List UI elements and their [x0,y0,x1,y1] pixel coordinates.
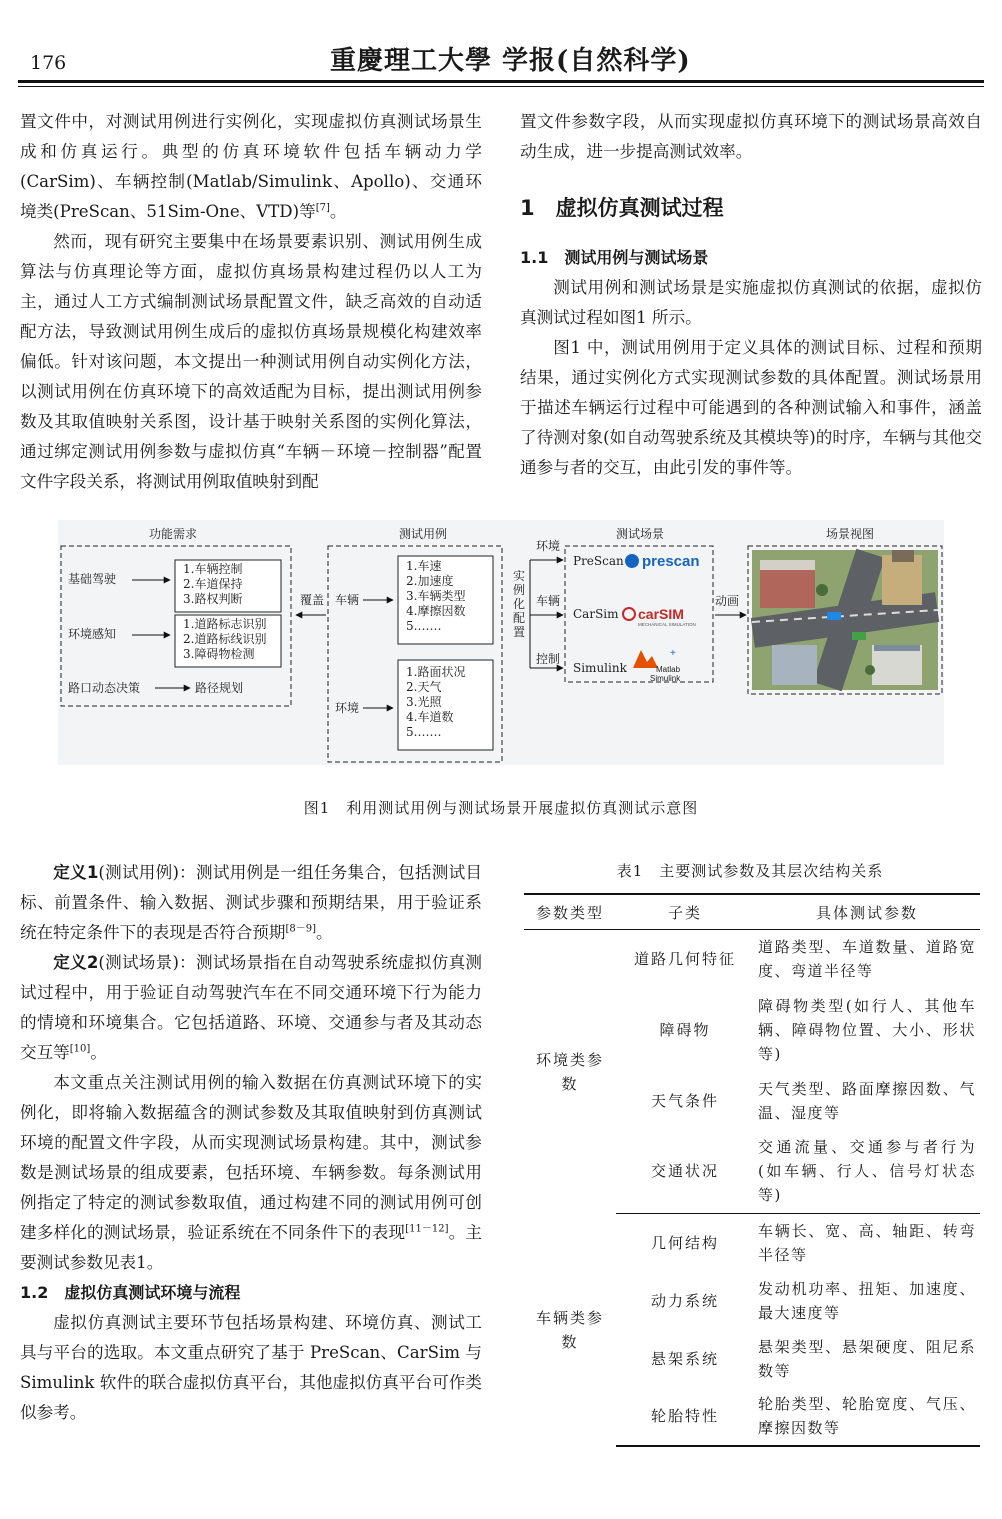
table-group-env: 环境类参数 [535,1050,604,1093]
carsim-logo-subtext: MECHANICAL SIMULATION [638,622,696,627]
right-column-top [520,107,982,483]
table-cell: 天气类型、路面摩擦因数、气温、湿度等 [758,1079,976,1122]
case-item: 1.车速 [406,559,442,573]
table-cell: 道路几何特征 [633,949,736,968]
group-title-test-cases: 测试用例 [398,527,448,541]
definition-1: 定义1(测试用例)：测试用例是一组任务集合，包括测试目标、前置条件、输入数据、测试步骤和预期结果，用于验证系统在特定条件下的表现是否符合预期[8－9]。 [20,863,482,942]
table-cell: 交通状况 [616,1130,754,1214]
left-column-top [20,107,482,497]
section-heading: 1 虚拟仿真测试过程 [520,196,724,220]
paragraph: 虚拟仿真测试主要环节包括场景构建、环境仿真、测试工具与平台的选取。本文重点研究了基于 PreScan、CarSim 与 Simulink 软件的联合虚拟仿真平台，其他虚拟仿真平台可作类似参考。 [20,1313,482,1422]
figure-diagram [58,520,944,765]
simulink-logo-text: Simulink [650,674,681,683]
table-header: 子类 [616,894,754,930]
case-item: 5.…… [406,619,442,633]
case-item: 3.光照 [406,695,442,709]
table-cell: 道路类型、车道数量、道路宽度、弯道半径等 [758,937,976,980]
tool-carsim: CarSim [573,607,619,621]
page-number: 176 [30,52,67,74]
branch-vehicle: 车辆 [536,594,561,608]
table-header: 参数类型 [524,894,616,930]
req-env-perception: 环境感知 [68,627,117,641]
req-intersection: 路口动态决策 [68,681,141,695]
branch-control: 控制 [536,652,561,666]
header-rule-thin [18,86,984,87]
case-item: 1.路面状况 [406,665,466,679]
carsim-logo-text: carSIM [638,606,684,622]
group-title-view: 场景视图 [825,527,875,541]
matlab-logo-icon [633,650,658,668]
req-item: 2.车道保持 [183,577,243,591]
case-item: 2.天气 [406,680,442,694]
case-item: 4.车道数 [406,710,454,724]
req-basic-driving: 基础驾驶 [68,572,117,586]
case-env-label: 环境 [335,701,360,715]
paragraph: 然而，现有研究主要集中在场景要素识别、测试用例生成算法与仿真理论等方面，虚拟仿真场景构建过程仍以人工为主，通过人工方式编制测试场景配置文件，缺乏高效的自动适配方法，导致测试用例生成后的虚拟仿真场景规模化构建效率偏低。针对该问题，本文提出一种测试用例自动实例化方法，以测试用例在仿真环境下的高效适配为目标，提出测试用例参数及其取值映射关系图，设计基于映射关系图的实例化算法，通过绑定测试用例参数与虚拟仿真“车辆－环境－控制器”配置文件字段关系，将测试用例取值映射到配 [20,232,482,491]
paragraph: 本文重点关注测试用例的输入数据在仿真测试环境下的实例化，即将输入数据蕴含的测试参数及其取值映射到仿真测试环境的配置文件字段，从而实现测试场景构建。其中，测试参数是测试场景的组成要素，包括环境、车辆参数。每条测试用例指定了特定的测试参数取值，通过构建不同的测试用例可创建多样化的测试场景，验证系统在不同条件下的表现[11－12]。主要测试参数见表1。 [20,1073,482,1272]
case-item: 2.加速度 [406,574,454,588]
group-title-scenarios: 测试场景 [615,527,665,541]
group-title-requirements: 功能需求 [148,527,198,541]
req-item: 3.障碍物检测 [183,647,255,661]
table-cell: 天气条件 [650,1091,719,1110]
req-item: 1.道路标志识别 [183,617,267,631]
table-cell: 车辆长、宽、高、轴距、转弯半径等 [758,1221,976,1264]
carsim-logo-icon [623,608,635,620]
scene-view-image [751,549,939,691]
journal-title: 重慶理工大學 学报(自然科学) [330,46,691,76]
paragraph: 图1 中，测试用例用于定义具体的测试目标、过程和预期结果，通过实例化方式实现测试参数的具体配置。测试场景用于描述车辆运行过程中可能遇到的各种测试输入和事件，涵盖了待测对象(如自动驾驶系统及其模块等)的时序，车辆与其他交通参与者的交互，由此引发的事件等。 [520,338,982,477]
table-row [524,930,980,988]
table-cell: 障碍物类型(如行人、其他车辆、障碍物位置、大小、形状等) [758,996,976,1063]
definition-2: 定义2(测试场景)：测试场景指在自动驾驶系统虚拟仿真测试过程中，用于验证自动驾驶汽车在不同交通环境下行为能力的情境和环境集合。它包括道路、环境、交通参与者及其动态交互等[10]。 [20,953,482,1062]
subsection-heading: 1.2 虚拟仿真测试环境与流程 [20,1283,241,1302]
table-cell: 轮胎特性 [616,1388,754,1446]
branch-env: 环境 [536,539,561,553]
left-column-bottom [20,858,482,1428]
matlab-logo-text: Matlab [656,665,681,674]
table-cell: 悬架系统 [650,1349,719,1368]
prescan-logo-icon [625,554,639,568]
figure-caption: 图1 利用测试用例与测试场景开展虚拟仿真测试示意图 [303,799,699,817]
citation[interactable]: [8－9] [285,923,317,935]
req-item: 3.路权判断 [183,592,243,606]
figure-1 [58,520,944,765]
subsection-heading: 1.1 测试用例与测试场景 [520,248,709,267]
header-rule [18,80,984,83]
citation[interactable]: [11－12] [405,1223,449,1235]
table-cell: 动力系统 [650,1291,719,1310]
table-cell: 交通流量、交通参与者行为(如车辆、行人、信号灯状态等) [754,1130,980,1214]
instantiate-label: 实例化配置 [512,569,526,639]
tool-prescan: PreScan [573,554,624,568]
table-cell: 几何结构 [650,1233,719,1252]
citation[interactable]: [7] [315,202,330,214]
animation-label: 动画 [715,594,740,608]
table-cell: 悬架类型、悬架硬度、阻尼系数等 [758,1337,976,1380]
tool-simulink: Simulink [573,661,627,675]
case-item: 5.…… [406,725,442,739]
table-row [524,1214,980,1272]
case-item: 4.摩擦因数 [406,604,466,618]
cover-label: 覆盖 [300,593,325,607]
table-caption: 表1 主要测试参数及其层次结构关系 [616,862,884,880]
citation[interactable]: [10] [69,1043,91,1055]
table-cell: 轮胎类型、轮胎宽度、气压、摩擦因数等 [754,1388,980,1446]
req-path-planning: 路径规划 [195,681,244,695]
simulink-plus-icon: + [670,648,676,659]
table-group-vehicle: 车辆类参数 [535,1308,604,1351]
paragraph: 置文件中，对测试用例进行实例化，实现虚拟仿真测试场景生成和仿真运行。典型的仿真环境软件包括车辆动力学(CarSim)、车辆控制(Matlab/Simulink、Apollo)、交通环境类(PreScan、51Sim-One、VTD)等[7]。 [20,112,482,221]
case-item: 3.车辆类型 [406,589,466,603]
paragraph: 测试用例和测试场景是实施虚拟仿真测试的依据，虚拟仿真测试过程如图1 所示。 [520,278,982,327]
case-vehicle-label: 车辆 [335,593,360,607]
table-cell: 发动机功率、扭矩、加速度、最大速度等 [758,1279,976,1322]
table-cell: 障碍物 [659,1020,711,1039]
table-header: 具体测试参数 [754,894,980,930]
paragraph: 置文件参数字段，从而实现虚拟仿真环境下的测试场景高效自动生成，进一步提高测试效率。 [520,112,982,161]
req-item: 1.车辆控制 [183,562,243,576]
prescan-logo-text: prescan [642,553,700,570]
req-item: 2.道路标线识别 [183,632,267,646]
parameter-table [524,893,980,1447]
